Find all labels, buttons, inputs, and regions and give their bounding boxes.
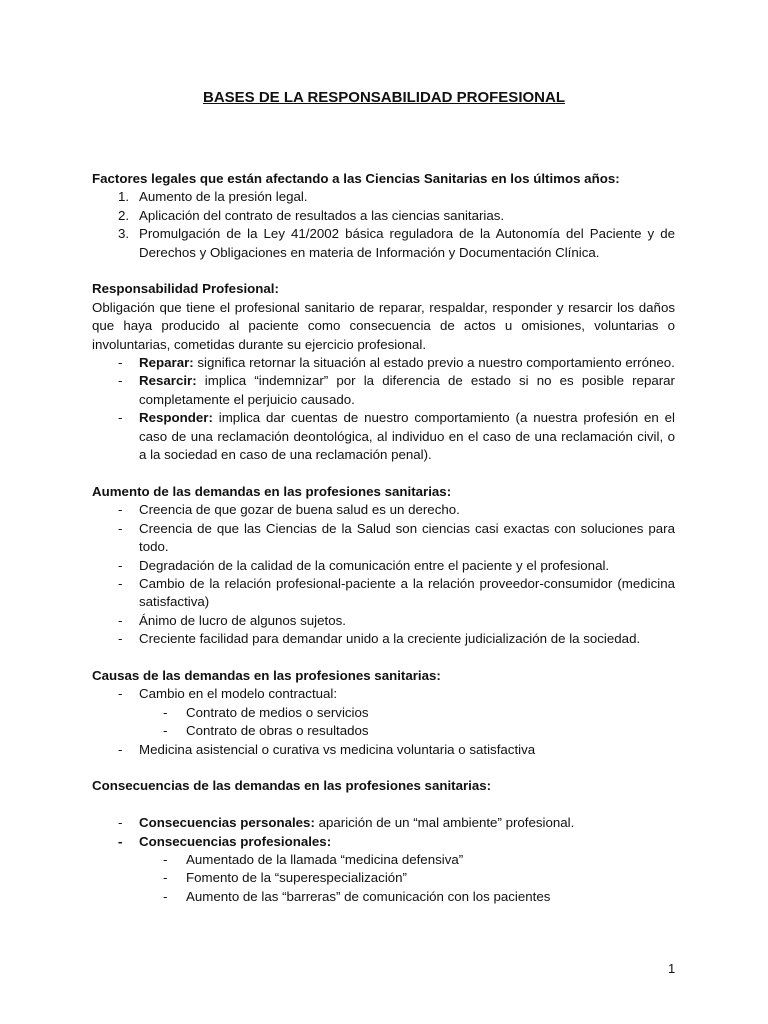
list-dash: - (163, 704, 168, 720)
list-dash: - (118, 833, 123, 849)
list-dash: - (118, 410, 123, 426)
list-number: 3. (118, 226, 130, 242)
list-item-text: Aumentado de la llamada “medicina defensiva” (186, 851, 464, 867)
term-text: implica dar cuentas de nuestro comportamiento (a nuestra profesión en el caso de una reclamación deontológica, al individuo en el caso de una reclamación civil, o a la sociedad en caso de una reclamación penal). (139, 410, 675, 463)
list-item-text: Cambio de la relación profesional-paciente a la relación proveedor-consumidor (medicina satisfactiva) (139, 575, 675, 610)
section-heading-aumento: Aumento de las demandas en las profesiones sanitarias: (92, 483, 452, 499)
list-dash: - (163, 851, 168, 867)
term-text: aparición de un “mal ambiente” profesional. (314, 815, 575, 831)
list-item-text: Contrato de medios o servicios (186, 704, 369, 720)
document-title: BASES DE LA RESPONSABILIDAD PROFESIONAL (203, 89, 565, 106)
term-label: Consecuencias personales: (139, 815, 315, 831)
list-item (92, 833, 675, 851)
list-dash: - (118, 520, 123, 536)
list-item (92, 630, 675, 648)
list-item-text: Medicina asistencial o curativa vs medicina voluntaria o satisfactiva (139, 741, 536, 757)
list-number: 2. (118, 207, 130, 223)
list-item (92, 612, 675, 630)
list-item (92, 501, 675, 519)
list-item-text: Ánimo de lucro de algunos sujetos. (139, 612, 346, 628)
list-item (92, 188, 675, 206)
list-item-text: Creencia de que las Ciencias de la Salud son ciencias casi exactas con soluciones para todo. (139, 520, 675, 555)
list-dash: - (118, 502, 123, 518)
list-dash: - (118, 631, 123, 647)
list-item (92, 557, 675, 575)
list-dash: - (118, 686, 123, 702)
list-item (92, 207, 675, 225)
sublist-item (92, 869, 675, 887)
list-item-text: Cambio en el modelo contractual: (139, 686, 338, 702)
list-item (92, 520, 675, 557)
list-item-text: Aumento de las “barreras” de comunicación con los pacientes (186, 888, 551, 904)
section-heading-consecuencias: Consecuencias de las demandas en las profesiones sanitarias: (92, 778, 492, 794)
list-dash: - (118, 355, 123, 371)
sublist-item (92, 704, 675, 722)
aumento-list (92, 501, 675, 648)
term-label: Responder: (139, 410, 213, 426)
list-item-text: Aplicación del contrato de resultados a las ciencias sanitarias. (139, 207, 505, 223)
list-item (92, 741, 675, 759)
document-body (92, 170, 675, 906)
sublist-item (92, 722, 675, 740)
causas-list-continued (92, 741, 675, 759)
consecuencias-sublist (92, 851, 675, 906)
term-label: Reparar: (139, 355, 194, 371)
list-item (92, 409, 675, 464)
list-dash: - (118, 815, 123, 831)
causas-sublist (92, 704, 675, 741)
list-dash: - (118, 612, 123, 628)
list-dash: - (163, 888, 168, 904)
list-item-text: Contrato de obras o resultados (186, 723, 369, 739)
causas-list (92, 685, 675, 703)
list-item (92, 354, 675, 372)
term-text: implica “indemnizar” por la diferencia de estado si no es posible reparar completamente el perjuicio causado. (139, 373, 675, 407)
list-item (92, 685, 675, 703)
responsabilidad-list (92, 354, 675, 464)
list-dash: - (118, 557, 123, 573)
sublist-item (92, 888, 675, 906)
list-item-text: Aumento de la presión legal. (139, 189, 308, 205)
list-item-text: Fomento de la “superespecialización” (186, 870, 407, 886)
term-label: Resarcir: (139, 373, 197, 389)
list-item-text: Degradación de la calidad de la comunicación entre el paciente y el profesional. (139, 557, 610, 573)
page-number: 1 (668, 961, 676, 976)
list-dash: - (163, 723, 168, 739)
list-item (92, 225, 675, 262)
list-item (92, 814, 675, 832)
consecuencias-list (92, 814, 675, 851)
sublist-item (92, 851, 675, 869)
term-text: significa retornar la situación al estado previo a nuestro comportamiento erróneo. (193, 355, 675, 371)
list-number: 1. (118, 189, 130, 205)
list-item (92, 372, 675, 409)
section-heading-causas: Causas de las demandas en las profesiones sanitarias: (92, 667, 441, 683)
list-item-text: Creciente facilidad para demandar unido a la creciente judicialización de la sociedad. (139, 631, 641, 647)
list-dash: - (118, 741, 123, 757)
section-heading-responsabilidad: Responsabilidad Profesional: (92, 281, 279, 297)
list-dash: - (118, 373, 123, 389)
factores-list (92, 188, 675, 262)
list-item (92, 575, 675, 612)
list-item-text: Creencia de que gozar de buena salud es un derecho. (139, 502, 460, 518)
section-heading-factores: Factores legales que están afectando a las Ciencias Sanitarias en los últimos años: (92, 171, 620, 186)
term-label: Consecuencias profesionales: (139, 833, 332, 849)
list-item-text: Promulgación de la Ley 41/2002 básica reguladora de la Autonomía del Paciente y de Derechos y Obligaciones en materia de Información y Documentación Clínica. (139, 226, 675, 260)
list-dash: - (163, 870, 168, 886)
list-dash: - (118, 575, 123, 591)
definition-paragraph: Obligación que tiene el profesional sanitario de reparar, respaldar, responder y resarcir los daños que haya producido al paciente como consecuencia de actos u omisiones, voluntarias o involuntarias, cometidas durante su ejercicio profesional. (92, 299, 675, 352)
